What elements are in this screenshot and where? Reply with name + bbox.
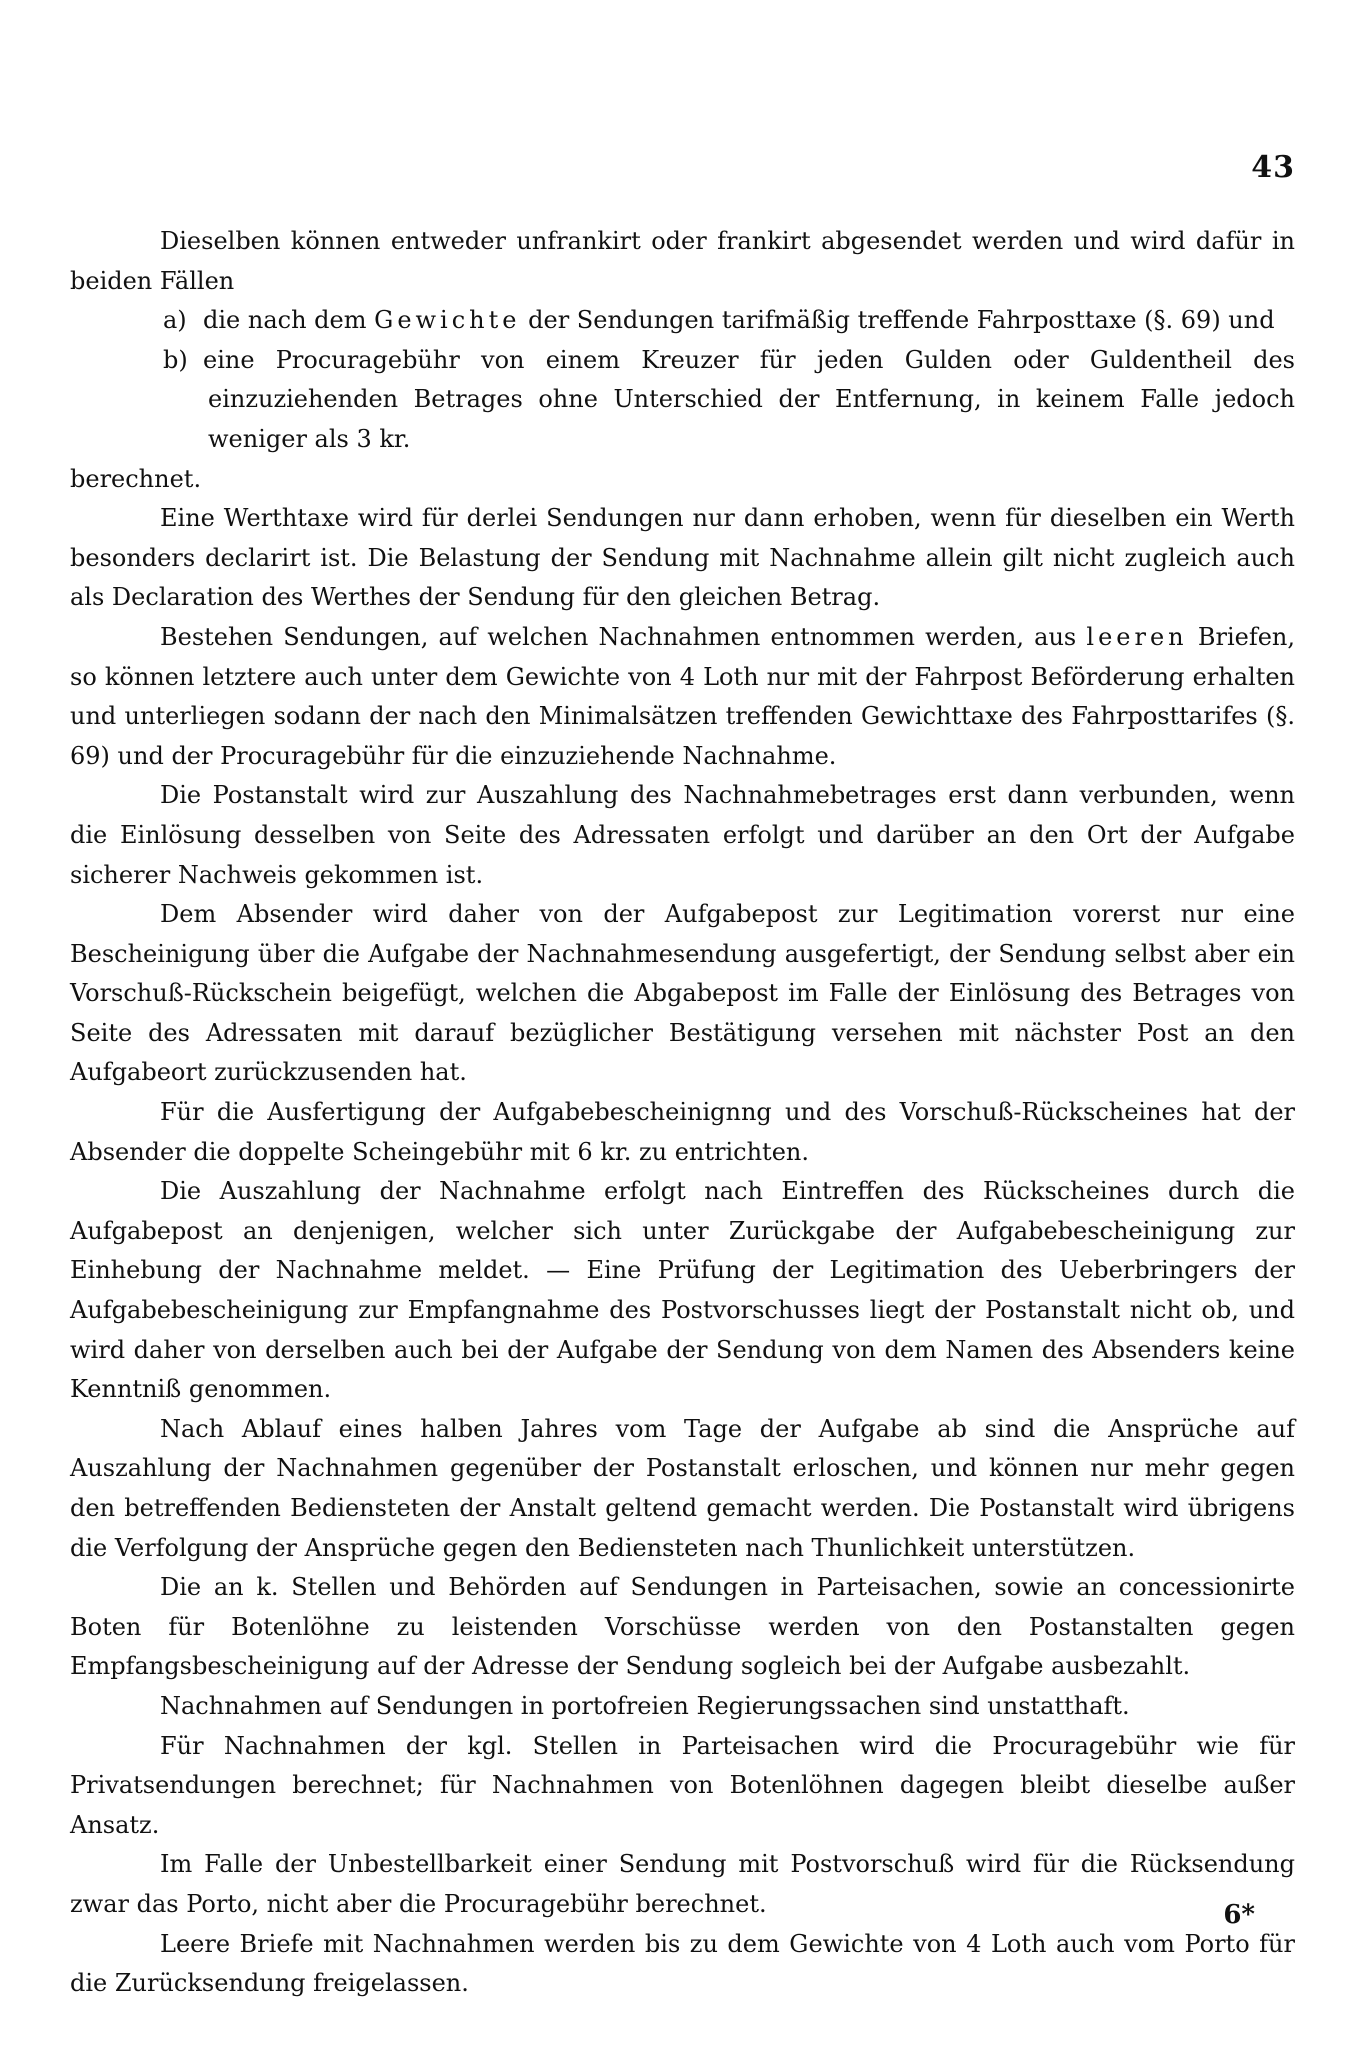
paragraph-unbestellbarkeit: Im Falle der Unbestellbarkeit einer Sendung mit Postvorschuß wird für die Rücksendung zwar das Porto, nicht aber die Procuragebühr berechnet. [70,1850,1295,1918]
paragraph-ablauf: Nach Ablauf eines halben Jahres vom Tage der Aufgabe ab sind die Ansprüche auf Auszahlung der Nachnahmen gegenüber der Postanstalt erloschen, und können nur mehr gegen den betreffenden Bediensteten der Anstalt geltend gemacht werden. Die Postanstalt wird übrigens die Verfolgung der Ansprüche gegen den Bediensteten nach Thunlichkeit unterstützen. [70,1414,1295,1562]
list-item-a [70,301,1295,341]
paragraph-portofrei: Nachnahmen auf Sendungen in portofreien Regierungssachen sind unstatthaft. [160,1691,1130,1720]
paragraph-kgl-stellen: Für Nachnahmen der kgl. Stellen in Parteisachen wird die Procuragebühr wie für Privatsendungen berechnet; für Nachnahmen von Botenlöhnen dagegen bleibt dieselbe außer Ansatz. [70,1731,1295,1839]
paragraph-leere-briefe-pre: Bestehen Sendungen, auf welchen Nachnahmen entnommen werden, aus [160,622,1077,651]
list-item-a-post: der Sendungen tarifmäßig treffende Fahrposttaxe (§. 69) und [528,306,1275,335]
paragraph-auszahlung: Die Postanstalt wird zur Auszahlung des Nachnahmebetrages erst dann verbunden, wenn die Einlösung desselben von Seite des Adressaten erfolgt und darüber an den Ort der Aufgabe sicherer Nachweis gekommen ist. [70,781,1295,889]
list-marker-b: b) [163,345,188,374]
list-marker-a: a) [163,306,187,335]
paragraph-leere-briefe-post: Briefen, so können letztere auch unter dem Gewichte von 4 Loth nur mit der Fahrpost Beförderung erhalten und unterliegen sodann der nach den Minimalsätzen treffenden Gewichttaxe des Fahrposttarifes (§. 69) und der Procuragebühr für die einzuziehende Nachnahme. [70,622,1295,770]
paragraph-stellen-behoerden: Die an k. Stellen und Behörden auf Sendungen in Parteisachen, sowie an concessionirte Boten für Botenlöhne zu leistenden Vorschüsse werden von den Postanstalten gegen Empfangsbescheinigung auf der Adresse der Sendung sogleich bei der Aufgabe ausbezahlt. [70,1573,1295,1681]
list-item-a-emphasis: Gewichte [374,306,521,335]
signature-mark: 6* [1223,1900,1255,1930]
paragraph-scheingebuehr: Für die Ausfertigung der Aufgabebescheinignng und des Vorschuß-Rückscheines hat der Absender die doppelte Scheingebühr mit 6 kr. zu entrichten. [70,1098,1295,1166]
page-number: 43 [1251,150,1295,185]
paragraph-bescheinigung: Dem Absender wird daher von der Aufgabepost zur Legitimation vorerst nur eine Bescheinigung über die Aufgabe der Nachnahmesendung ausgefertigt, der Sendung selbst aber ein Vorschuß-Rückschein beigefügt, welchen die Abgabepost im Falle der Einlösung des Betrages von Seite des Adressaten mit darauf bezüglicher Bestätigung versehen mit nächster Post an den Aufgabeort zurückzusenden hat. [70,900,1295,1087]
paragraph-auszahlung-nachnahme: Die Auszahlung der Nachnahme erfolgt nach Eintreffen des Rückscheines durch die Aufgabepost an denjenigen, welcher sich unter Zurückgabe der Aufgabebescheinigung zur Einhebung der Nachnahme meldet. — Eine Prüfung der Legitimation des Ueberbringers der Aufgabebescheinigung zur Empfangnahme des Postvorschusses liegt der Postanstalt nicht ob, und wird daher von derselben auch bei der Aufgabe der Sendung von dem Namen des Absenders keine Kenntniß genommen. [70,1177,1295,1404]
list-item-b [70,341,1295,460]
paragraph-leere-briefe-emphasis: leeren [1086,622,1188,651]
list-item-a-pre: die nach dem [203,306,367,335]
paragraph-intro: Dieselben können entweder unfrankirt oder frankirt abgesendet werden und wird dafür in beiden Fällen [70,227,1295,295]
paragraph-leere-briefe [70,618,1295,776]
paragraph-werthtaxe: Eine Werthtaxe wird für derlei Sendungen nur dann erhoben, wenn für dieselben ein Werth besonders declarirt ist. Die Belastung der Sendung mit Nachnahme allein gilt nicht zugleich auch als Declaration des Werthes der Sendung für den gleichen Betrag. [70,504,1295,612]
body-text [70,222,1295,2004]
list-item-b-text: eine Procuragebühr von einem Kreuzer für jeden Gulden oder Guldentheil des einzuziehenden Betrages ohne Unterschied der Entfernung, in keinem Falle jedoch weniger als 3 kr. [203,345,1295,453]
paragraph-leere-briefe-porto: Leere Briefe mit Nachnahmen werden bis zu dem Gewichte von 4 Loth auch vom Porto für die Zurücksendung freigelassen. [70,1929,1295,1998]
paragraph-intro-end: berechnet. [70,464,202,493]
